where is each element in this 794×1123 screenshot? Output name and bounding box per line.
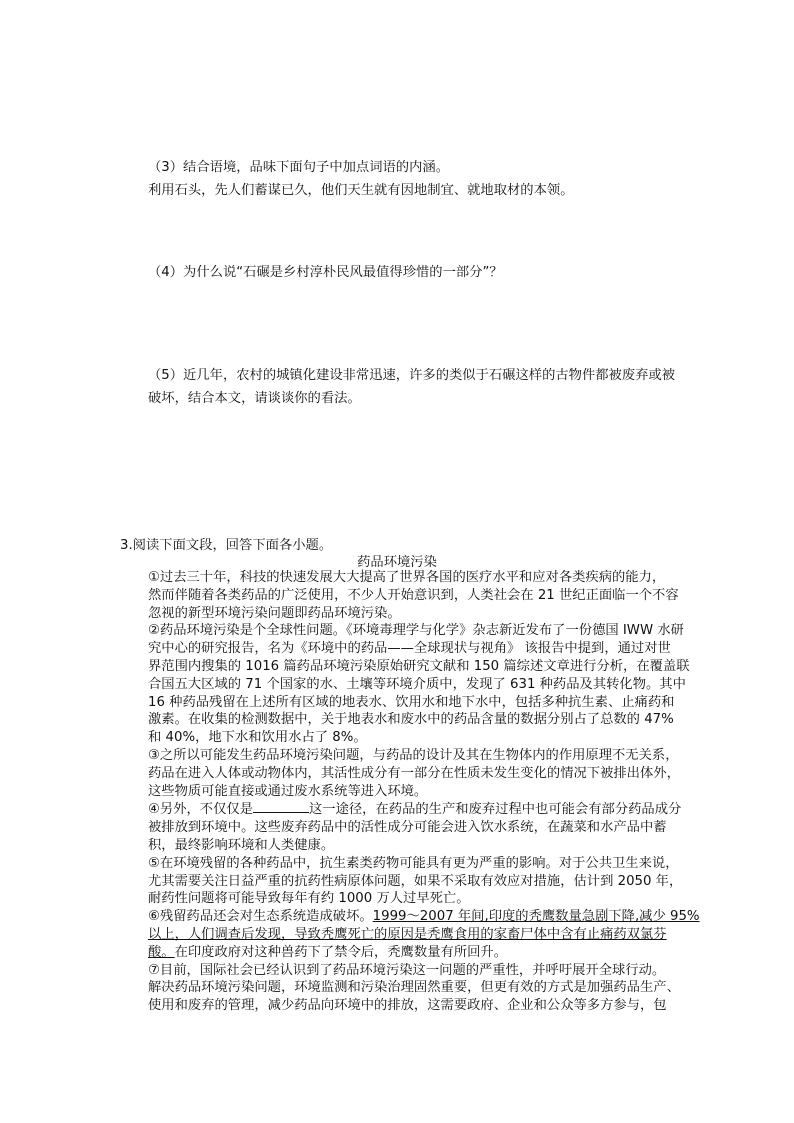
- p4-text-a: ④另外，不仅仅是: [148, 802, 253, 818]
- paragraph-6-third-line: [148, 944, 702, 962]
- article-line: 积，最终影响环境和人类健康。: [148, 837, 335, 853]
- article-line: 和 40%，地下水和饮用水占了 8%。: [148, 730, 367, 746]
- article-line: 使用和废弃的管理，减少药品向环境中的排放，这需要政府、企业和公众等多方参与，包: [148, 998, 667, 1014]
- p6-underlined-1: 1999～2007 年间,印度的秃鹰数量急剧下降,减少 95%: [372, 909, 700, 925]
- question-3-prompt: （3）结合语境，品味下面句子中加点词语的内涵。: [148, 160, 449, 175]
- article-line: 激素。在收集的检测数据中，关于地表水和废水中的药品含量的数据分别占了总数的 47%: [148, 712, 674, 728]
- article-line: 这些物质可能直接或通过废水系统等进入环境。: [148, 783, 428, 799]
- article-line: ⑤在环境残留的各种药品中，抗生素类药物可能具有更为严重的影响。对于公共卫生来说，: [148, 855, 679, 871]
- article-title: 药品环境污染: [357, 555, 437, 570]
- p4-text-b: 这一途径，在药品的生产和废弃过程中也可能会有部分药品成分: [309, 802, 682, 818]
- question-4-prompt: （4）为什么说“石碾是乡村淳朴民风最值得珍惜的一部分”？: [148, 265, 503, 280]
- article-line: 界范围内搜集的 1016 篇药品环境污染原始研究文献和 150 篇综述文章进行分析，在覆盖联: [148, 658, 690, 674]
- question-4: [148, 261, 503, 284]
- question-5-line-1: （5）近几年，农村的城镇化建设非常迅速，许多的类似于石碾这样的古物件都被废弃或被: [148, 368, 676, 383]
- article-line: 然而伴随着各类药品的广泛使用，不少人开始意识到，人类社会在 21 世纪正面临一个不容: [148, 587, 679, 603]
- article-line: 耐药性问题将可能导致每年有约 1000 万人过早死亡。: [148, 891, 470, 907]
- article-line: 被排放到环境中。这些废弃药品中的活性成分可能会进入饮水系统，在蔬菜和水产品中蓄: [148, 820, 667, 836]
- section-3-heading: 3.阅读下面文段，回答下面各小题。: [120, 538, 333, 553]
- p6-text-c: 在印度政府对这种兽药下了禁令后，秃鹰数量有所回升。: [174, 944, 508, 960]
- fill-in-blank[interactable]: [253, 800, 309, 813]
- article-line: 药品在进入人体或动物体内，其活性成分有一部分在性质未发生变化的情况下被排出体外，: [148, 765, 680, 781]
- article-line: 忽视的新型环境污染问题即药品环境污染。: [148, 605, 401, 621]
- article-body: [148, 569, 702, 1015]
- article-line: 合国五大区域的 71 个国家的水、土壤等环境介质中，发现了 631 种药品及其转化物。其中: [148, 676, 686, 692]
- question-3: [148, 156, 574, 202]
- article-line: 究中心的研究报告，名为《环境中的药品——全球现状与视角》 该报告中提到，通过对世: [148, 641, 671, 657]
- article-line: 16 种药品残留在上述所有区域的地表水、饮用水和地下水中，包括多种抗生素、止痛药和: [148, 694, 675, 710]
- article-line: 解决药品环境污染问题，环境监测和污染治理固然重要，但更有效的方式是加强药品生产、: [148, 980, 680, 996]
- article-line: ⑦目前，国际社会已经认识到了药品环境污染这一问题的严重性，并呼吁展开全球行动。: [148, 962, 666, 978]
- article-line: ①过去三十年，科技的快速发展大大提高了世界各国的医疗水平和应对各类疾病的能力，: [148, 570, 666, 585]
- article-line: ③之所以可能发生药品环境污染问题，与药品的设计及其在生物体内的作用原理不无关系，: [148, 747, 679, 763]
- question-5-line-2: 破坏，结合本文，请谈谈你的看法。: [148, 391, 361, 406]
- article-line: ②药品环境污染是个全球性问题。《环境毒理学与化学》杂志新近发布了一份德国 IWW 水研: [148, 623, 684, 639]
- p6-text-a: ⑥残留药品还会对生态系统造成破坏。: [148, 909, 373, 925]
- p6-underlined-3: 酸。: [148, 944, 175, 960]
- question-3-sentence: 利用石头，先人们蓄谋已久，他们天生就有因地制宜、就地取材的本领。: [148, 183, 574, 198]
- p6-underlined-2: 以上，人们调查后发现，导致秃鹰死亡的原因是秃鹰食用的家畜尸体中含有止痛药双氯芬: [148, 926, 667, 942]
- paragraph-4-first-line: [148, 800, 702, 819]
- paragraph-6-first-line: [148, 908, 702, 926]
- article-line: 尤其需要关注日益严重的抗药性病原体问题，如果不采取有效应对措施，估计到 2050 年，: [148, 873, 683, 889]
- question-5: [148, 364, 675, 410]
